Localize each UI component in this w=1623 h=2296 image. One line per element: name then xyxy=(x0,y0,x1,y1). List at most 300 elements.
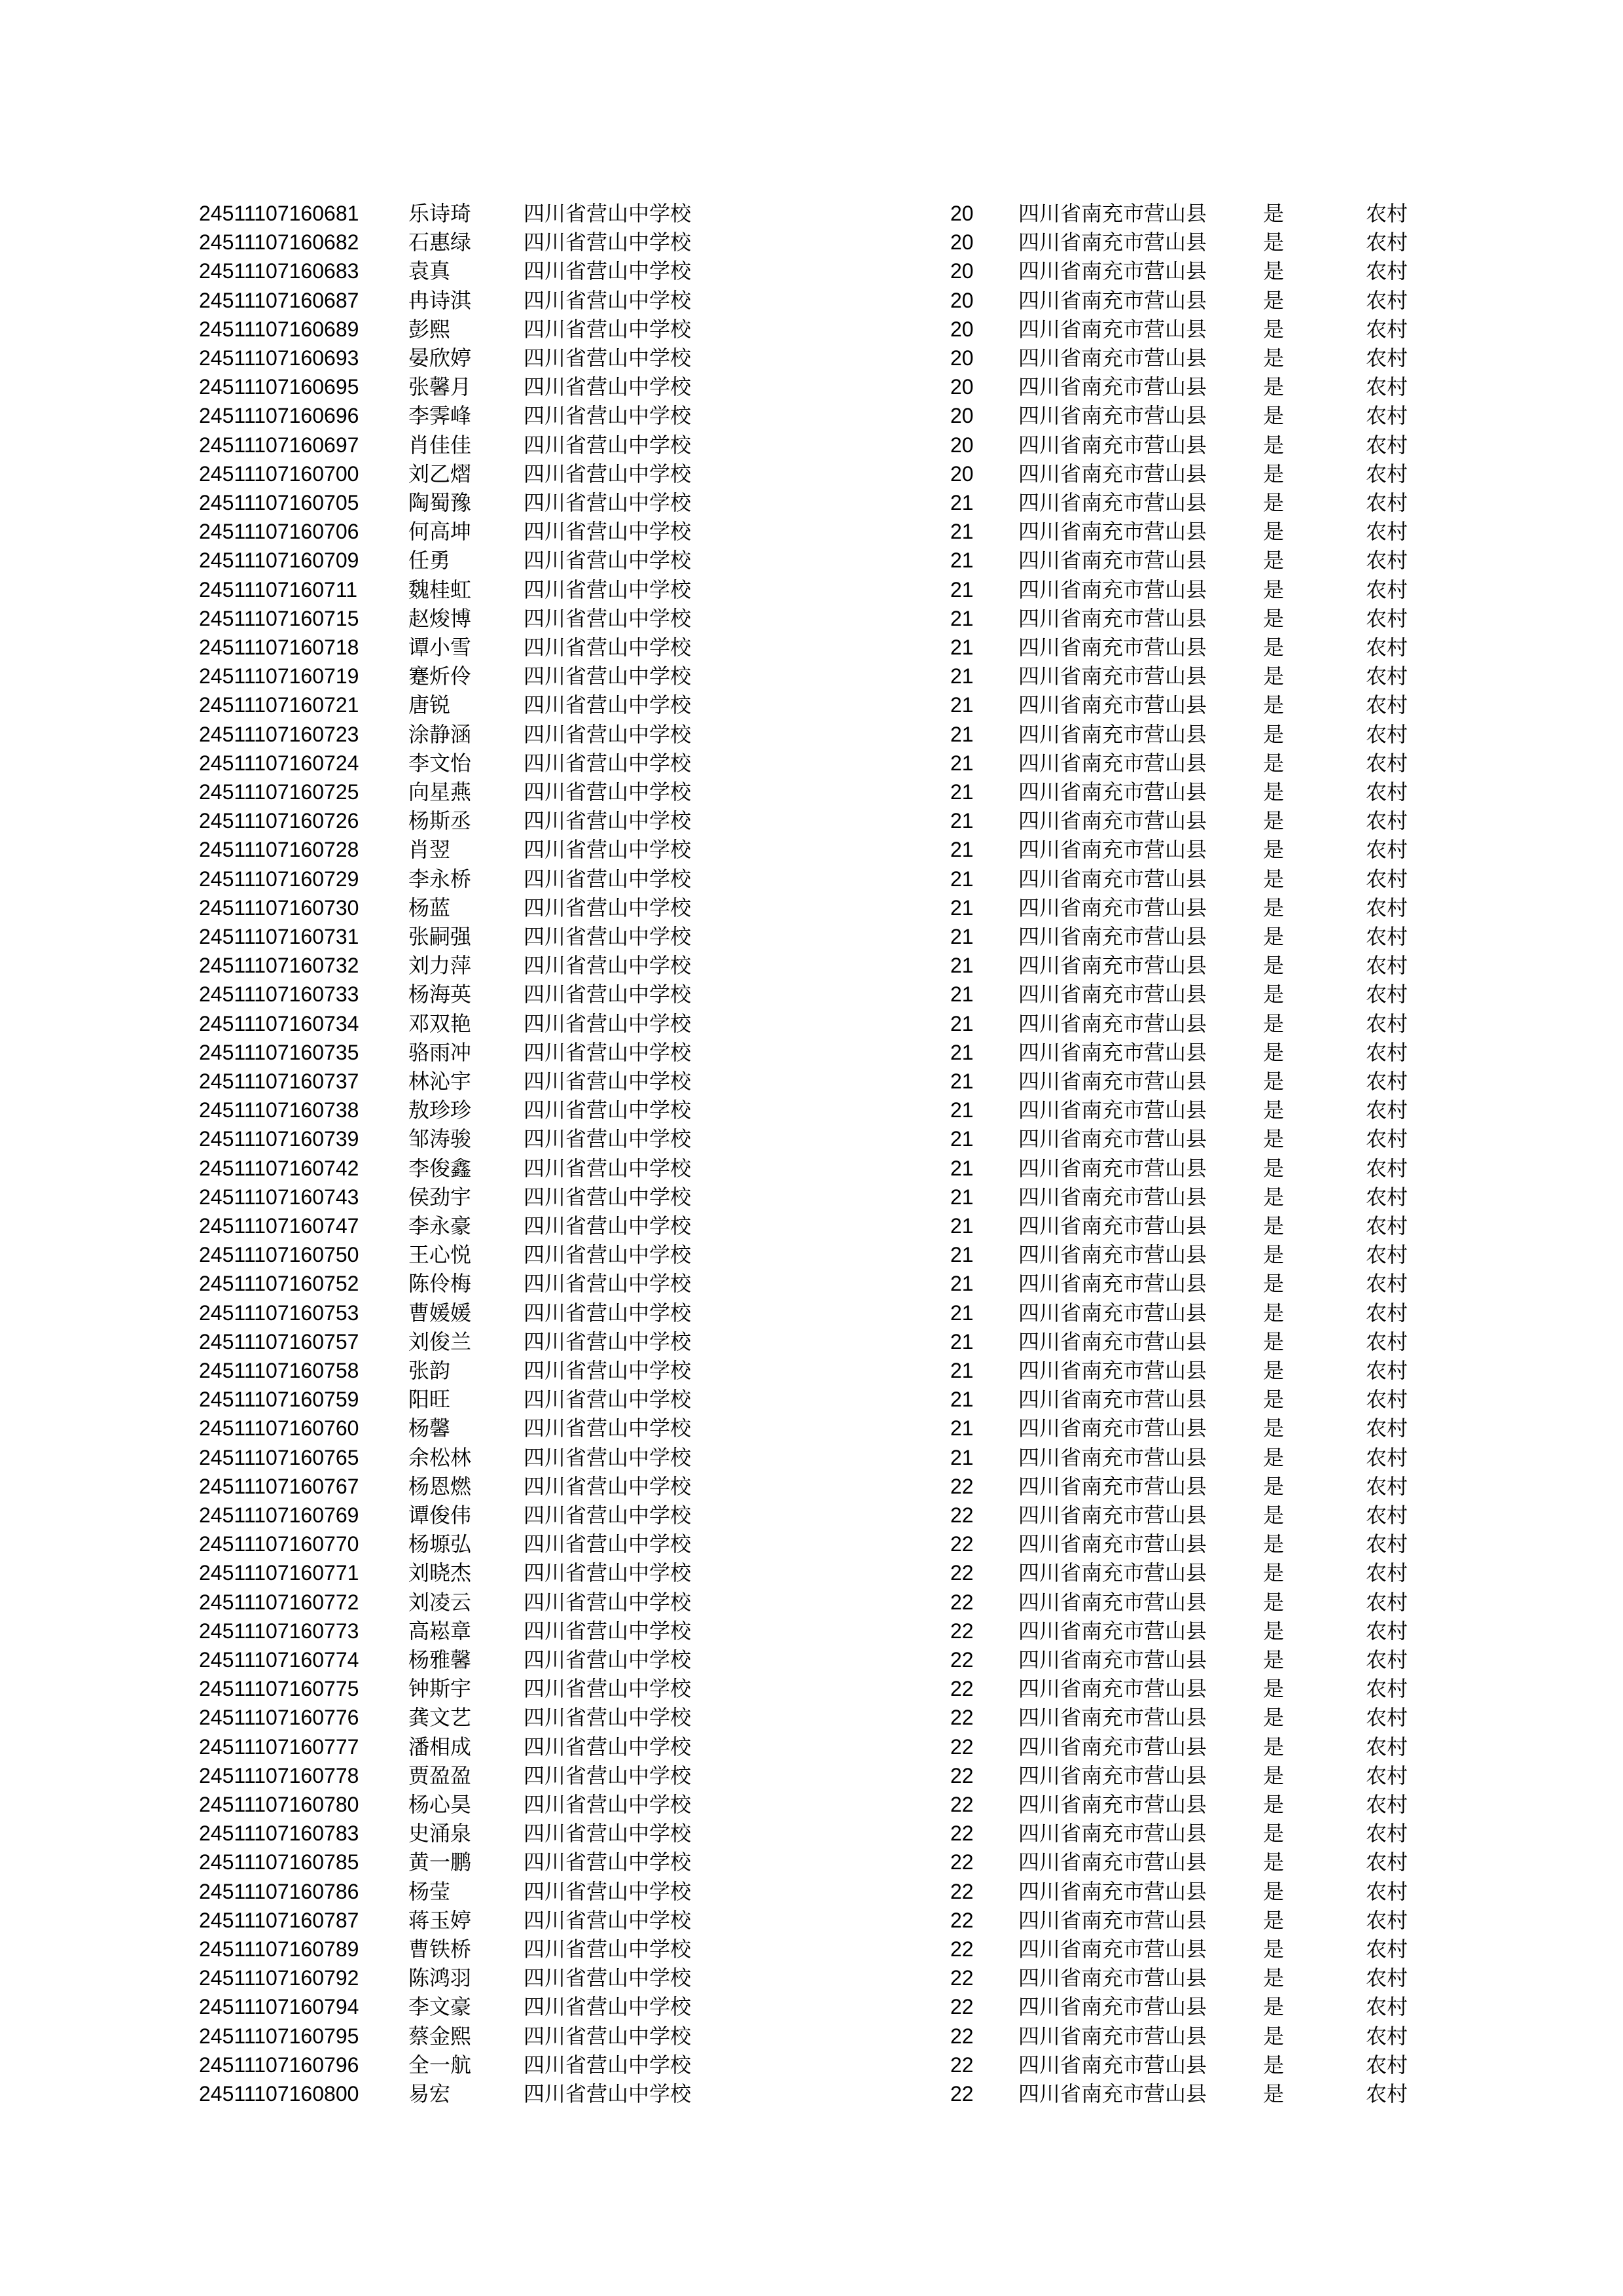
student-id: 24511107160750 xyxy=(199,1243,359,1267)
school-name: 四川省营山中学校 xyxy=(524,1705,692,1731)
student-id: 24511107160753 xyxy=(199,1300,359,1325)
number-value: 22 xyxy=(950,1532,974,1556)
student-id: 24511107160760 xyxy=(199,1416,359,1441)
school-name: 四川省营山中学校 xyxy=(524,1503,692,1528)
student-id: 24511107160772 xyxy=(199,1590,359,1614)
school-name: 四川省营山中学校 xyxy=(524,1444,692,1470)
student-name: 向星燕 xyxy=(408,780,472,804)
table-row xyxy=(0,1067,1623,1096)
student-name: 何高坤 xyxy=(408,519,472,545)
school-name: 四川省营山中学校 xyxy=(524,1878,692,1904)
student-id: 24511107160705 xyxy=(199,491,359,514)
student-name: 唐锐 xyxy=(408,692,451,718)
address: 四川省南充市营山县 xyxy=(1018,953,1207,978)
school-name: 四川省营山中学校 xyxy=(524,895,692,920)
table-row xyxy=(0,835,1623,864)
table-row xyxy=(0,1385,1623,1414)
student-id: 24511107160767 xyxy=(199,1474,359,1498)
residence-type: 农村 xyxy=(1366,287,1408,313)
student-id: 24511107160715 xyxy=(199,606,359,630)
yes-flag: 是 xyxy=(1263,1358,1285,1383)
school-name: 四川省营山中学校 xyxy=(524,490,692,515)
student-id: 24511107160795 xyxy=(199,2024,359,2048)
student-id: 24511107160735 xyxy=(199,1040,359,1064)
yes-flag: 是 xyxy=(1263,346,1285,370)
school-name: 四川省营山中学校 xyxy=(524,1184,692,1210)
student-id: 24511107160724 xyxy=(199,751,359,775)
table-row xyxy=(0,1964,1623,1992)
table-row xyxy=(0,1935,1623,1964)
school-name: 四川省营山中学校 xyxy=(524,1358,692,1383)
number-value: 20 xyxy=(950,288,974,312)
student-name: 李文豪 xyxy=(408,1994,472,2020)
yes-flag: 是 xyxy=(1263,2023,1285,2049)
student-name: 杨蓝 xyxy=(408,895,451,920)
school-name: 四川省营山中学校 xyxy=(524,953,692,978)
table-row xyxy=(0,749,1623,778)
residence-type: 农村 xyxy=(1366,1184,1408,1210)
residence-type: 农村 xyxy=(1366,1792,1408,1817)
school-name: 四川省营山中学校 xyxy=(524,1329,692,1354)
residence-type: 农村 xyxy=(1366,895,1408,920)
yes-flag: 是 xyxy=(1263,635,1285,660)
address: 四川省南充市营山县 xyxy=(1018,664,1207,689)
number-value: 21 xyxy=(950,1243,974,1267)
residence-type: 农村 xyxy=(1366,432,1408,457)
student-name: 潘相成 xyxy=(408,1734,472,1759)
student-id: 24511107160682 xyxy=(199,230,359,255)
number-value: 21 xyxy=(950,722,974,746)
residence-type: 农村 xyxy=(1366,1358,1408,1383)
student-id: 24511107160800 xyxy=(199,2082,359,2106)
yes-flag: 是 xyxy=(1263,1155,1285,1181)
table-row xyxy=(0,691,1623,719)
school-name: 四川省营山中学校 xyxy=(524,432,692,457)
number-value: 21 xyxy=(950,1359,974,1382)
residence-type: 农村 xyxy=(1366,605,1408,631)
yes-flag: 是 xyxy=(1263,1416,1285,1441)
yes-flag: 是 xyxy=(1263,953,1285,978)
table-row xyxy=(0,1674,1623,1703)
school-name: 四川省营山中学校 xyxy=(524,1473,692,1499)
school-name: 四川省营山中学校 xyxy=(524,577,692,602)
residence-type: 农村 xyxy=(1366,1213,1408,1238)
residence-type: 农村 xyxy=(1366,461,1408,486)
number-value: 22 xyxy=(950,1648,974,1672)
table-row xyxy=(0,1588,1623,1617)
number-value: 21 xyxy=(950,895,974,920)
student-id: 24511107160747 xyxy=(199,1214,359,1238)
student-id: 24511107160733 xyxy=(199,982,359,1007)
address: 四川省南充市营山县 xyxy=(1018,780,1207,804)
residence-type: 农村 xyxy=(1366,1155,1408,1181)
student-name: 邓双艳 xyxy=(408,1011,472,1036)
residence-type: 农村 xyxy=(1366,2052,1408,2077)
school-name: 四川省营山中学校 xyxy=(524,1994,692,2020)
yes-flag: 是 xyxy=(1263,230,1285,255)
address: 四川省南充市营山县 xyxy=(1018,1242,1207,1268)
school-name: 四川省营山中学校 xyxy=(524,259,692,284)
school-name: 四川省营山中学校 xyxy=(524,1069,692,1094)
number-value: 21 xyxy=(950,1156,974,1180)
address: 四川省南充市营山县 xyxy=(1018,1039,1207,1065)
school-name: 四川省营山中学校 xyxy=(524,982,692,1007)
number-value: 22 xyxy=(950,1995,974,2019)
table-row xyxy=(0,633,1623,662)
school-name: 四川省营山中学校 xyxy=(524,316,692,342)
residence-type: 农村 xyxy=(1366,1387,1408,1412)
residence-type: 农村 xyxy=(1366,1676,1408,1702)
residence-type: 农村 xyxy=(1366,1503,1408,1528)
yes-flag: 是 xyxy=(1263,1618,1285,1643)
table-row xyxy=(0,1558,1623,1587)
address: 四川省南充市营山县 xyxy=(1018,1618,1207,1643)
student-name: 彭熙 xyxy=(408,316,451,342)
school-name: 四川省营山中学校 xyxy=(524,548,692,573)
student-name: 袁真 xyxy=(408,259,451,284)
address: 四川省南充市营山县 xyxy=(1018,750,1207,776)
student-name: 蔡金熙 xyxy=(408,2023,472,2049)
residence-type: 农村 xyxy=(1366,1532,1408,1557)
number-value: 22 xyxy=(950,1821,974,1846)
residence-type: 农村 xyxy=(1366,374,1408,400)
residence-type: 农村 xyxy=(1366,1850,1408,1875)
residence-type: 农村 xyxy=(1366,1907,1408,1933)
table-row xyxy=(0,1124,1623,1153)
address: 四川省南充市营山县 xyxy=(1018,1069,1207,1094)
yes-flag: 是 xyxy=(1263,1532,1285,1557)
residence-type: 农村 xyxy=(1366,1473,1408,1499)
student-id: 24511107160742 xyxy=(199,1156,359,1180)
student-name: 冉诗淇 xyxy=(408,287,472,313)
student-id: 24511107160771 xyxy=(199,1561,359,1585)
residence-type: 农村 xyxy=(1366,953,1408,978)
school-name: 四川省营山中学校 xyxy=(524,2023,692,2049)
student-name: 林沁宇 xyxy=(408,1069,472,1094)
student-id: 24511107160773 xyxy=(199,1619,359,1643)
residence-type: 农村 xyxy=(1366,1271,1408,1297)
table-row xyxy=(0,2051,1623,2079)
table-row xyxy=(0,922,1623,951)
address: 四川省南充市营山县 xyxy=(1018,1300,1207,1325)
number-value: 21 xyxy=(950,577,974,601)
student-id: 24511107160780 xyxy=(199,1793,359,1816)
residence-type: 农村 xyxy=(1366,1444,1408,1470)
student-name: 刘晓杰 xyxy=(408,1560,472,1586)
residence-type: 农村 xyxy=(1366,1763,1408,1788)
yes-flag: 是 xyxy=(1263,1184,1285,1210)
residence-type: 农村 xyxy=(1366,1300,1408,1325)
address: 四川省南充市营山县 xyxy=(1018,316,1207,342)
school-name: 四川省营山中学校 xyxy=(524,1271,692,1297)
table-row xyxy=(0,1848,1623,1876)
student-id: 24511107160758 xyxy=(199,1359,359,1382)
yes-flag: 是 xyxy=(1263,1676,1285,1702)
address: 四川省南充市营山县 xyxy=(1018,259,1207,284)
table-row xyxy=(0,1472,1623,1501)
table-row xyxy=(0,459,1623,488)
student-name: 李永桥 xyxy=(408,866,472,891)
school-name: 四川省营山中学校 xyxy=(524,1850,692,1875)
school-name: 四川省营山中学校 xyxy=(524,1907,692,1933)
residence-type: 农村 xyxy=(1366,1589,1408,1615)
student-id: 24511107160794 xyxy=(199,1995,359,2019)
school-name: 四川省营山中学校 xyxy=(524,1532,692,1557)
student-id: 24511107160734 xyxy=(199,1011,359,1035)
residence-type: 农村 xyxy=(1366,866,1408,891)
school-name: 四川省营山中学校 xyxy=(524,1011,692,1036)
school-name: 四川省营山中学校 xyxy=(524,403,692,429)
school-name: 四川省营山中学校 xyxy=(524,1213,692,1238)
number-value: 22 xyxy=(950,1966,974,1990)
student-id: 24511107160721 xyxy=(199,693,359,717)
address: 四川省南充市营山县 xyxy=(1018,1155,1207,1181)
student-id: 24511107160732 xyxy=(199,954,359,978)
yes-flag: 是 xyxy=(1263,2081,1285,2106)
residence-type: 农村 xyxy=(1366,1242,1408,1268)
yes-flag: 是 xyxy=(1263,1098,1285,1123)
student-name: 刘俊兰 xyxy=(408,1329,472,1354)
residence-type: 农村 xyxy=(1366,1329,1408,1354)
yes-flag: 是 xyxy=(1263,1907,1285,1933)
student-name: 龚文艺 xyxy=(408,1705,472,1731)
residence-type: 农村 xyxy=(1366,346,1408,370)
address: 四川省南充市营山县 xyxy=(1018,1907,1207,1933)
address: 四川省南充市营山县 xyxy=(1018,1705,1207,1731)
student-name: 蒋玉婷 xyxy=(408,1907,472,1933)
yes-flag: 是 xyxy=(1263,780,1285,804)
address: 四川省南充市营山县 xyxy=(1018,577,1207,602)
student-name: 钟斯宇 xyxy=(408,1676,472,1702)
yes-flag: 是 xyxy=(1263,982,1285,1007)
table-row xyxy=(0,228,1623,257)
student-id: 24511107160689 xyxy=(199,317,359,341)
yes-flag: 是 xyxy=(1263,259,1285,284)
table-row xyxy=(0,431,1623,459)
table-row xyxy=(0,778,1623,806)
student-id: 24511107160738 xyxy=(199,1098,359,1122)
student-name: 石惠绿 xyxy=(408,230,472,255)
yes-flag: 是 xyxy=(1263,548,1285,573)
school-name: 四川省营山中学校 xyxy=(524,924,692,949)
address: 四川省南充市营山县 xyxy=(1018,287,1207,313)
residence-type: 农村 xyxy=(1366,2023,1408,2049)
address: 四川省南充市营山县 xyxy=(1018,1763,1207,1788)
school-name: 四川省营山中学校 xyxy=(524,808,692,834)
table-row xyxy=(0,1790,1623,1819)
student-name: 杨塬弘 xyxy=(408,1532,472,1557)
student-name: 谭小雪 xyxy=(408,635,472,660)
school-name: 四川省营山中学校 xyxy=(524,692,692,718)
number-value: 22 xyxy=(950,1763,974,1787)
school-name: 四川省营山中学校 xyxy=(524,201,692,226)
yes-flag: 是 xyxy=(1263,837,1285,863)
student-id: 24511107160693 xyxy=(199,346,359,370)
address: 四川省南充市营山县 xyxy=(1018,201,1207,226)
table-row xyxy=(0,286,1623,315)
school-name: 四川省营山中学校 xyxy=(524,230,692,255)
address: 四川省南充市营山县 xyxy=(1018,1503,1207,1528)
table-row xyxy=(0,1703,1623,1732)
residence-type: 农村 xyxy=(1366,1647,1408,1672)
school-name: 四川省营山中学校 xyxy=(524,635,692,660)
table-row xyxy=(0,806,1623,835)
table-row xyxy=(0,1877,1623,1906)
student-id: 24511107160696 xyxy=(199,404,359,428)
yes-flag: 是 xyxy=(1263,1300,1285,1325)
number-value: 21 xyxy=(950,693,974,717)
yes-flag: 是 xyxy=(1263,1763,1285,1788)
number-value: 21 xyxy=(950,520,974,544)
residence-type: 农村 xyxy=(1366,635,1408,660)
student-name: 邹涛骏 xyxy=(408,1126,472,1152)
table-row xyxy=(0,1530,1623,1558)
student-id: 24511107160725 xyxy=(199,780,359,804)
yes-flag: 是 xyxy=(1263,1937,1285,1962)
yes-flag: 是 xyxy=(1263,1878,1285,1904)
address: 四川省南充市营山县 xyxy=(1018,1416,1207,1441)
yes-flag: 是 xyxy=(1263,1039,1285,1065)
student-name: 杨馨 xyxy=(408,1416,451,1441)
address: 四川省南充市营山县 xyxy=(1018,1734,1207,1759)
yes-flag: 是 xyxy=(1263,1994,1285,2020)
address: 四川省南充市营山县 xyxy=(1018,1878,1207,1904)
student-name: 杨雅馨 xyxy=(408,1647,472,1672)
school-name: 四川省营山中学校 xyxy=(524,1242,692,1268)
yes-flag: 是 xyxy=(1263,1503,1285,1528)
number-value: 22 xyxy=(950,1908,974,1932)
student-id: 24511107160787 xyxy=(199,1908,359,1932)
table-row xyxy=(0,1009,1623,1038)
number-value: 22 xyxy=(950,1734,974,1759)
yes-flag: 是 xyxy=(1263,1734,1285,1759)
number-value: 22 xyxy=(950,1879,974,1903)
residence-type: 农村 xyxy=(1366,1965,1408,1991)
address: 四川省南充市营山县 xyxy=(1018,605,1207,631)
table-row xyxy=(0,2079,1623,2108)
student-name: 李永豪 xyxy=(408,1213,472,1238)
student-name: 高崧章 xyxy=(408,1618,472,1643)
address: 四川省南充市营山县 xyxy=(1018,461,1207,486)
student-name: 杨斯丞 xyxy=(408,808,472,834)
school-name: 四川省营山中学校 xyxy=(524,664,692,689)
address: 四川省南充市营山县 xyxy=(1018,866,1207,891)
table-row xyxy=(0,546,1623,575)
yes-flag: 是 xyxy=(1263,1011,1285,1036)
student-id: 24511107160770 xyxy=(199,1532,359,1556)
school-name: 四川省营山中学校 xyxy=(524,750,692,776)
number-value: 21 xyxy=(950,1069,974,1093)
address: 四川省南充市营山县 xyxy=(1018,374,1207,400)
address: 四川省南充市营山县 xyxy=(1018,982,1207,1007)
yes-flag: 是 xyxy=(1263,1329,1285,1354)
residence-type: 农村 xyxy=(1366,924,1408,949)
address: 四川省南充市营山县 xyxy=(1018,1387,1207,1412)
student-name: 晏欣婷 xyxy=(408,346,472,370)
address: 四川省南充市营山县 xyxy=(1018,1126,1207,1152)
school-name: 四川省营山中学校 xyxy=(524,1416,692,1441)
yes-flag: 是 xyxy=(1263,1589,1285,1615)
school-name: 四川省营山中学校 xyxy=(524,780,692,804)
number-value: 22 xyxy=(950,1706,974,1730)
yes-flag: 是 xyxy=(1263,374,1285,400)
number-value: 20 xyxy=(950,259,974,283)
yes-flag: 是 xyxy=(1263,461,1285,486)
residence-type: 农村 xyxy=(1366,1126,1408,1152)
residence-type: 农村 xyxy=(1366,2081,1408,2106)
table-row xyxy=(0,1906,1623,1935)
student-name: 杨恩燃 xyxy=(408,1473,472,1499)
yes-flag: 是 xyxy=(1263,403,1285,429)
address: 四川省南充市营山县 xyxy=(1018,230,1207,255)
student-id: 24511107160783 xyxy=(199,1821,359,1846)
student-id: 24511107160792 xyxy=(199,1966,359,1990)
number-value: 21 xyxy=(950,925,974,948)
table-row xyxy=(0,257,1623,285)
yes-flag: 是 xyxy=(1263,1069,1285,1094)
number-value: 20 xyxy=(950,230,974,255)
number-value: 22 xyxy=(950,1590,974,1614)
student-id: 24511107160789 xyxy=(199,1937,359,1961)
yes-flag: 是 xyxy=(1263,895,1285,920)
school-name: 四川省营山中学校 xyxy=(524,1387,692,1412)
address: 四川省南充市营山县 xyxy=(1018,1994,1207,2020)
student-name: 黄一鹏 xyxy=(408,1850,472,1875)
student-id: 24511107160709 xyxy=(199,548,359,573)
table-row xyxy=(0,1732,1623,1761)
student-name: 谭俊伟 xyxy=(408,1503,472,1528)
student-id: 24511107160765 xyxy=(199,1445,359,1469)
student-id: 24511107160759 xyxy=(199,1388,359,1412)
school-name: 四川省营山中学校 xyxy=(524,1560,692,1586)
student-id: 24511107160695 xyxy=(199,375,359,399)
yes-flag: 是 xyxy=(1263,2052,1285,2077)
student-id: 24511107160719 xyxy=(199,664,359,689)
student-name: 陈伶梅 xyxy=(408,1271,472,1297)
residence-type: 农村 xyxy=(1366,721,1408,747)
student-id: 24511107160739 xyxy=(199,1127,359,1151)
residence-type: 农村 xyxy=(1366,1416,1408,1441)
yes-flag: 是 xyxy=(1263,201,1285,226)
number-value: 20 xyxy=(950,346,974,370)
yes-flag: 是 xyxy=(1263,664,1285,689)
residence-type: 农村 xyxy=(1366,519,1408,545)
number-value: 20 xyxy=(950,433,974,457)
residence-type: 农村 xyxy=(1366,548,1408,573)
yes-flag: 是 xyxy=(1263,1242,1285,1268)
residence-type: 农村 xyxy=(1366,1098,1408,1123)
number-value: 21 xyxy=(950,1127,974,1151)
student-id: 24511107160743 xyxy=(199,1185,359,1209)
table-row xyxy=(0,1240,1623,1269)
yes-flag: 是 xyxy=(1263,1560,1285,1586)
residence-type: 农村 xyxy=(1366,837,1408,863)
number-value: 20 xyxy=(950,375,974,399)
address: 四川省南充市营山县 xyxy=(1018,1792,1207,1817)
yes-flag: 是 xyxy=(1263,1271,1285,1297)
student-name: 余松林 xyxy=(408,1444,472,1470)
number-value: 21 xyxy=(950,1098,974,1122)
residence-type: 农村 xyxy=(1366,982,1408,1007)
number-value: 21 xyxy=(950,1011,974,1035)
table-row xyxy=(0,488,1623,517)
school-name: 四川省营山中学校 xyxy=(524,2081,692,2106)
student-id: 24511107160777 xyxy=(199,1734,359,1759)
student-name: 易宏 xyxy=(408,2081,451,2106)
student-id: 24511107160687 xyxy=(199,288,359,312)
table-row xyxy=(0,1356,1623,1385)
number-value: 20 xyxy=(950,461,974,486)
